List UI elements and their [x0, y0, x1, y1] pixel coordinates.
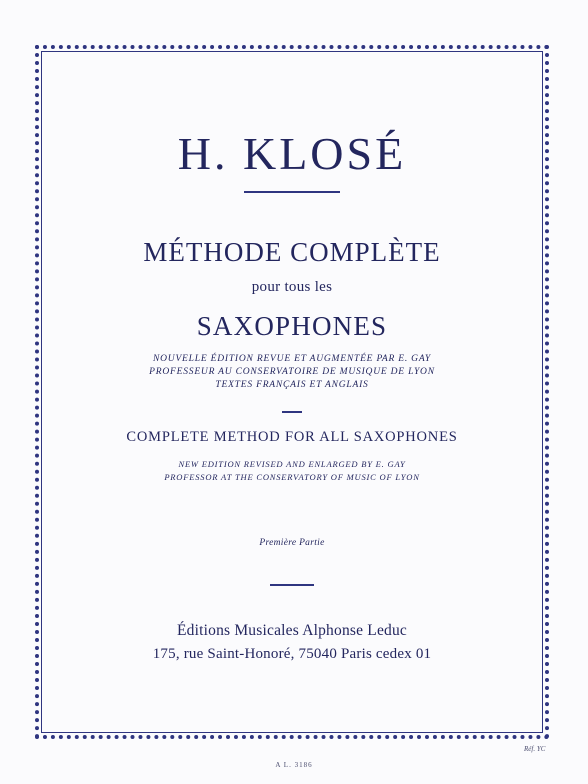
- divider-languages: [282, 411, 302, 413]
- edition-note-en: NEW EDITION REVISED AND ENLARGED BY E. GAY: [178, 459, 406, 469]
- title-english: COMPLETE METHOD FOR ALL SAXOPHONES: [126, 429, 458, 445]
- title-connector: pour tous les: [251, 279, 333, 295]
- publisher-name: Éditions Musicales Alphonse Leduc: [176, 622, 408, 639]
- edition-note-fr: NOUVELLE ÉDITION REVUE ET AUGMENTÉE PAR E. GAY: [153, 354, 431, 364]
- professor-note-fr: PROFESSEUR AU CONSERVATOIRE DE MUSIQUE DE LYON: [149, 367, 435, 377]
- title-french: MÉTHODE COMPLÈTE: [143, 237, 441, 267]
- language-note-fr: TEXTES FRANÇAIS ET ANGLAIS: [215, 380, 369, 390]
- cover-content: [41, 51, 543, 733]
- part-label: Première Partie: [259, 538, 325, 548]
- instrument-title: SAXOPHONES: [196, 311, 388, 341]
- professor-note-en: PROFESSOR AT THE CONSERVATORY OF MUSIC OF LYON: [164, 472, 420, 482]
- catalog-code: A L. 3186: [275, 761, 313, 769]
- publisher-address: 175, rue Saint-Honoré, 75040 Paris cedex 01: [152, 646, 432, 662]
- composer-name: H. KLOSÉ: [177, 128, 407, 179]
- divider-composer: [244, 191, 340, 193]
- reference-code: Réf. YC: [524, 745, 546, 753]
- divider-publisher: [270, 584, 314, 586]
